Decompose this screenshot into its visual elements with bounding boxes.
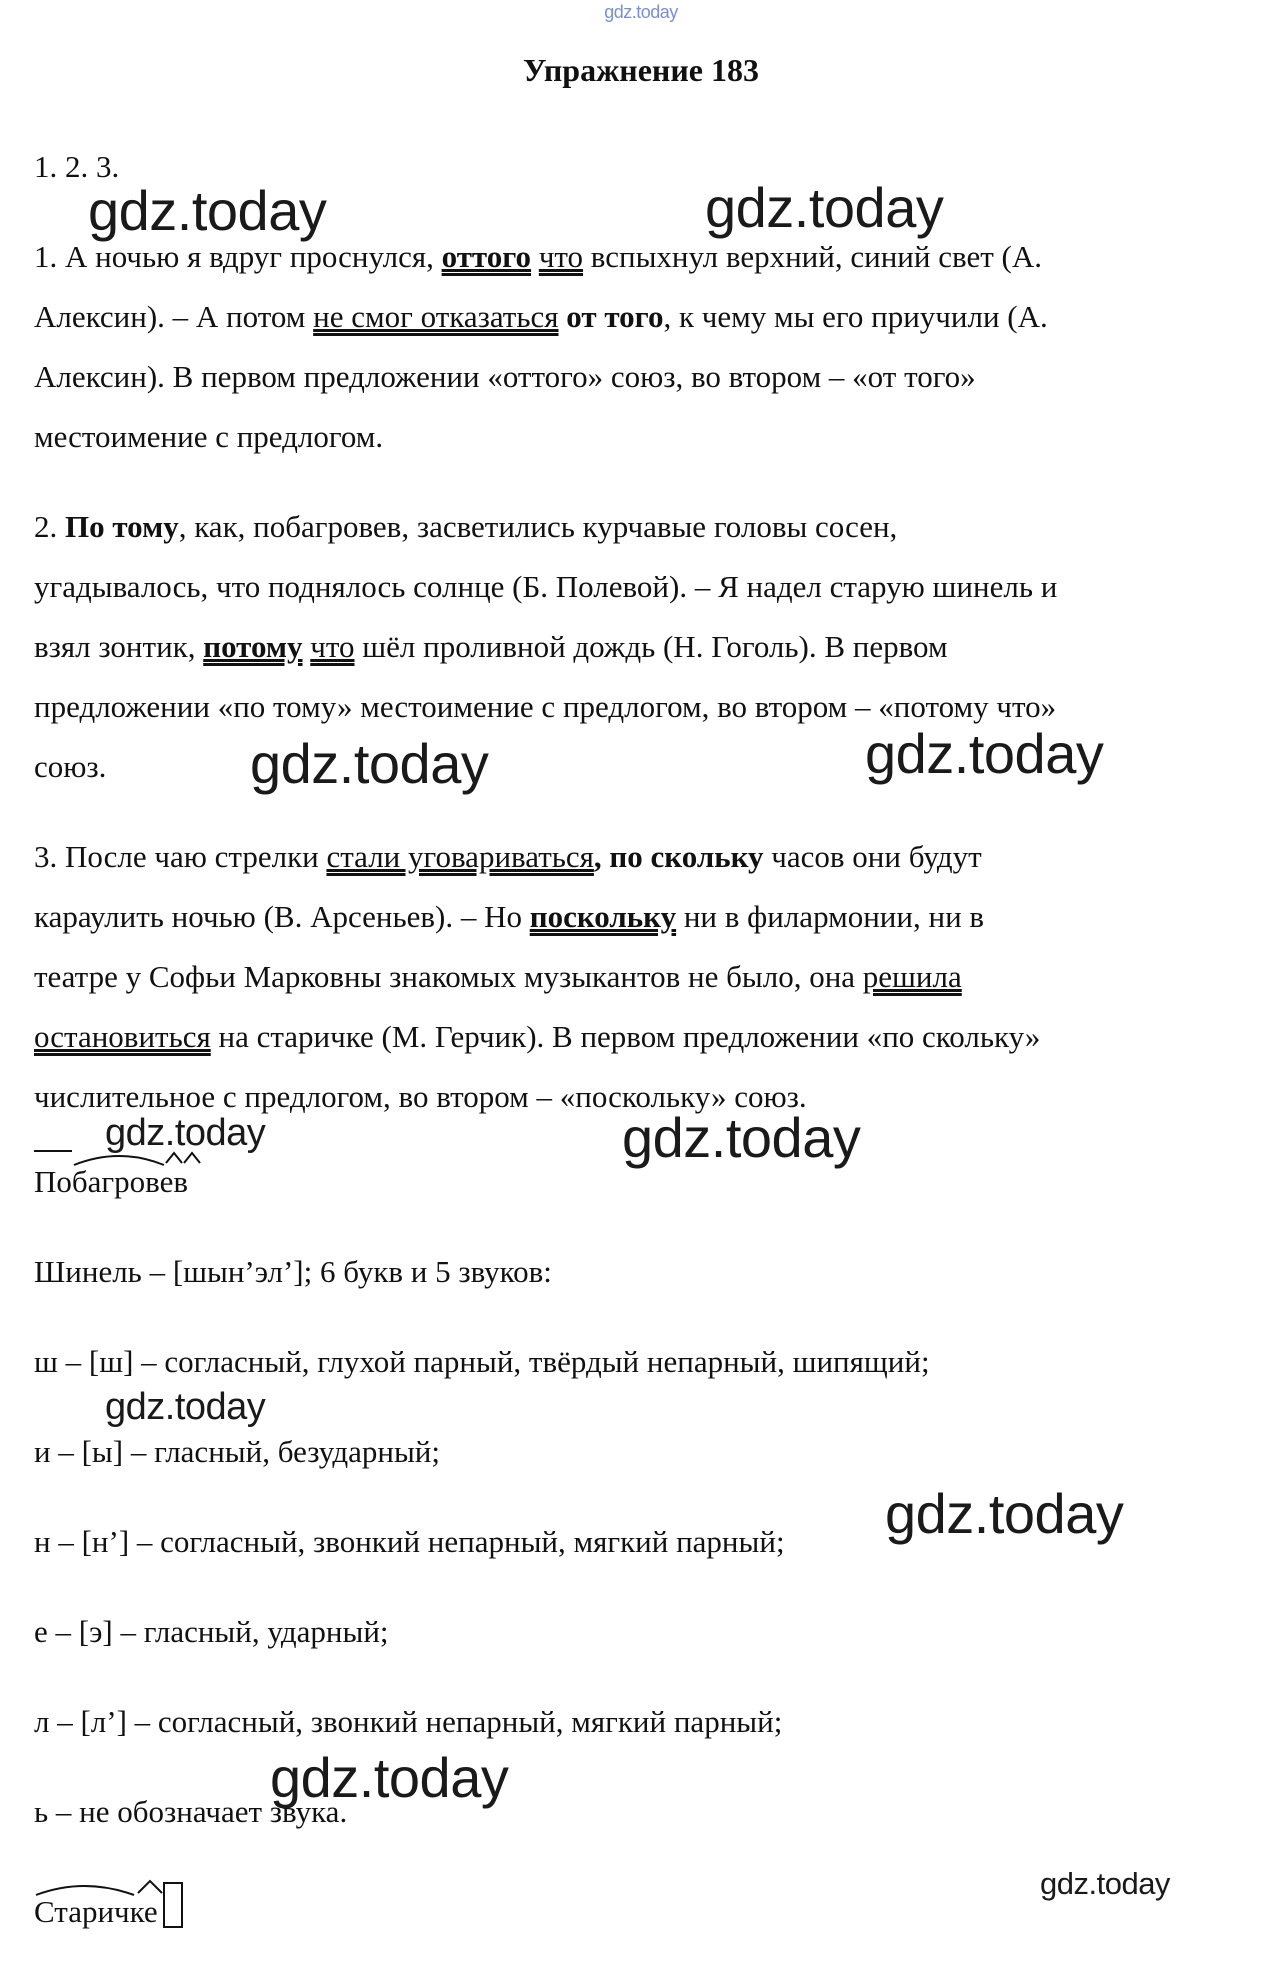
watermark: gdz.today: [865, 722, 1104, 785]
top-watermark: gdz.today: [604, 2, 678, 22]
p2-line-5: союз.: [34, 749, 107, 784]
watermark: gdz.today: [105, 1386, 266, 1428]
watermark: gdz.today: [885, 1482, 1124, 1545]
p2-line-3: взял зонтик, потому что шёл проливной дождь (Н. Гоголь). В первом: [34, 629, 948, 664]
watermark: gdz.today: [105, 1112, 266, 1154]
p1-line-1: 1. А ночью я вдруг проснулся, оттого что вспыхнул верхний, синий свет (А.: [34, 239, 1042, 274]
p1-line-2: Алексин). – А потом не смог отказаться от того, к чему мы его приучили (А.: [34, 299, 1048, 334]
morpheme-parse-starichke: Старичке: [34, 1893, 158, 1930]
p1-line-4: местоимение с предлогом.: [34, 419, 384, 454]
analysis-item: л – [л’] – согласный, звонкий непарный, мягкий парный;: [34, 1704, 783, 1739]
p3-line-3: театре у Софьи Марковны знакомых музыкантов не было, она решила: [34, 959, 962, 994]
analysis-item: е – [э] – гласный, ударный;: [34, 1614, 389, 1649]
page-title: Упражнение 183: [522, 52, 759, 88]
morpheme-parse-pobagrovev: Побагровев: [34, 1163, 188, 1200]
watermark: gdz.today: [1040, 1866, 1170, 1901]
watermark: gdz.today: [250, 732, 489, 795]
p3-line-2: караулить ночью (В. Арсеньев). – Но поскольку ни в филармонии, ни в: [34, 899, 985, 934]
watermark: gdz.today: [705, 176, 944, 239]
p2-line-1: 2. По тому, как, побагровев, засветились курчавые головы сосен,: [34, 509, 898, 544]
p1-line-3: Алексин). В первом предложении «оттого» союз, во втором – «от того»: [34, 359, 976, 394]
p2-line-4: предложении «по тому» местоимение с предлогом, во втором – «потому что»: [34, 689, 1057, 724]
analysis-item: н – [н’] – согласный, звонкий непарный, мягкий парный;: [34, 1524, 785, 1559]
analysis-item: и – [ы] – гласный, безударный;: [34, 1434, 440, 1469]
analysis-item: ш – [ш] – согласный, глухой парный, твёрдый непарный, шипящий;: [34, 1344, 930, 1379]
watermark: gdz.today: [88, 179, 327, 242]
analysis-heading: Шинель – [шын’эл’]; 6 букв и 5 звуков:: [34, 1254, 552, 1289]
p2-line-2: угадывалось, что поднялось солнце (Б. Полевой). – Я надел старую шинель и: [34, 569, 1058, 604]
morpheme-marks: [34, 1879, 214, 1899]
watermark: gdz.today: [270, 1746, 509, 1809]
morpheme-marks: [34, 1149, 214, 1169]
p3-line-4: остановиться на старичке (М. Герчик). В первом предложении «по скольку»: [34, 1019, 1041, 1054]
watermark: gdz.today: [622, 1106, 861, 1169]
intro-numbers: 1. 2. 3.: [34, 149, 120, 184]
analysis-item: ь – не обозначает звука.: [34, 1794, 348, 1829]
p3-line-5: числительное с предлогом, во втором – «поскольку» союз.: [34, 1079, 807, 1114]
p3-line-1: 3. После чаю стрелки стали уговариваться, по скольку часов они будут: [34, 839, 982, 874]
